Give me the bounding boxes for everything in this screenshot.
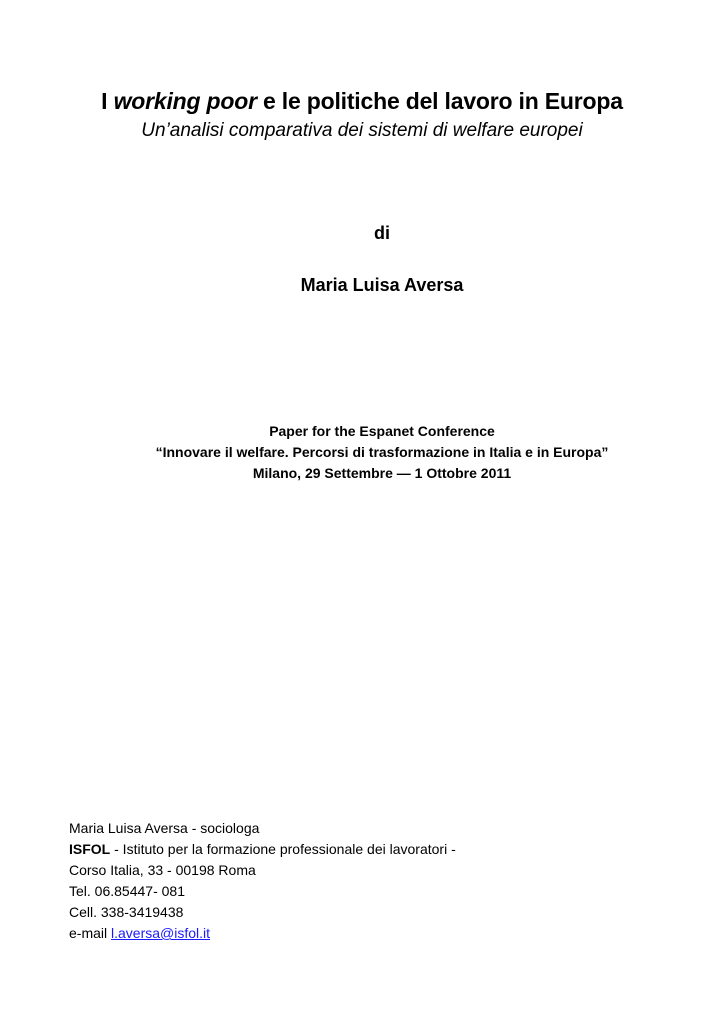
conference-line-1: Paper for the Espanet Conference [269,423,495,439]
contact-organization [69,839,456,860]
document-title [0,86,724,116]
title-suffix: e le politiche del lavoro in Europa [256,88,623,114]
contact-tel: Tel. 06.85447- 081 [69,883,185,899]
title-emphasis: working poor [113,88,257,114]
conference-info [0,421,724,484]
org-description: - Istituto per la formazione professionale dei lavoratori - [110,841,456,857]
contact-address: Corso Italia, 33 - 00198 Roma [69,862,256,878]
contact-block [69,818,456,944]
contact-name-role: Maria Luisa Aversa - sociologa [69,820,260,836]
by-label: di [374,223,390,243]
email-label: e-mail [69,925,112,941]
document-subtitle: Un’analisi comparativa dei sistemi di welfare europei [141,120,583,141]
title-prefix: I [101,88,114,114]
conference-line-2: “Innovare il welfare. Percorsi di trasformazione in Italia e in Europa” [155,444,609,460]
author-name: Maria Luisa Aversa [300,275,464,295]
org-abbrev: ISFOL [69,841,111,857]
contact-cell: Cell. 338-3419438 [69,904,184,920]
email-link[interactable]: l.aversa@isfol.it [111,925,211,941]
conference-line-3: Milano, 29 Settembre — 1 Ottobre 2011 [252,465,512,481]
contact-email-line [69,923,456,944]
